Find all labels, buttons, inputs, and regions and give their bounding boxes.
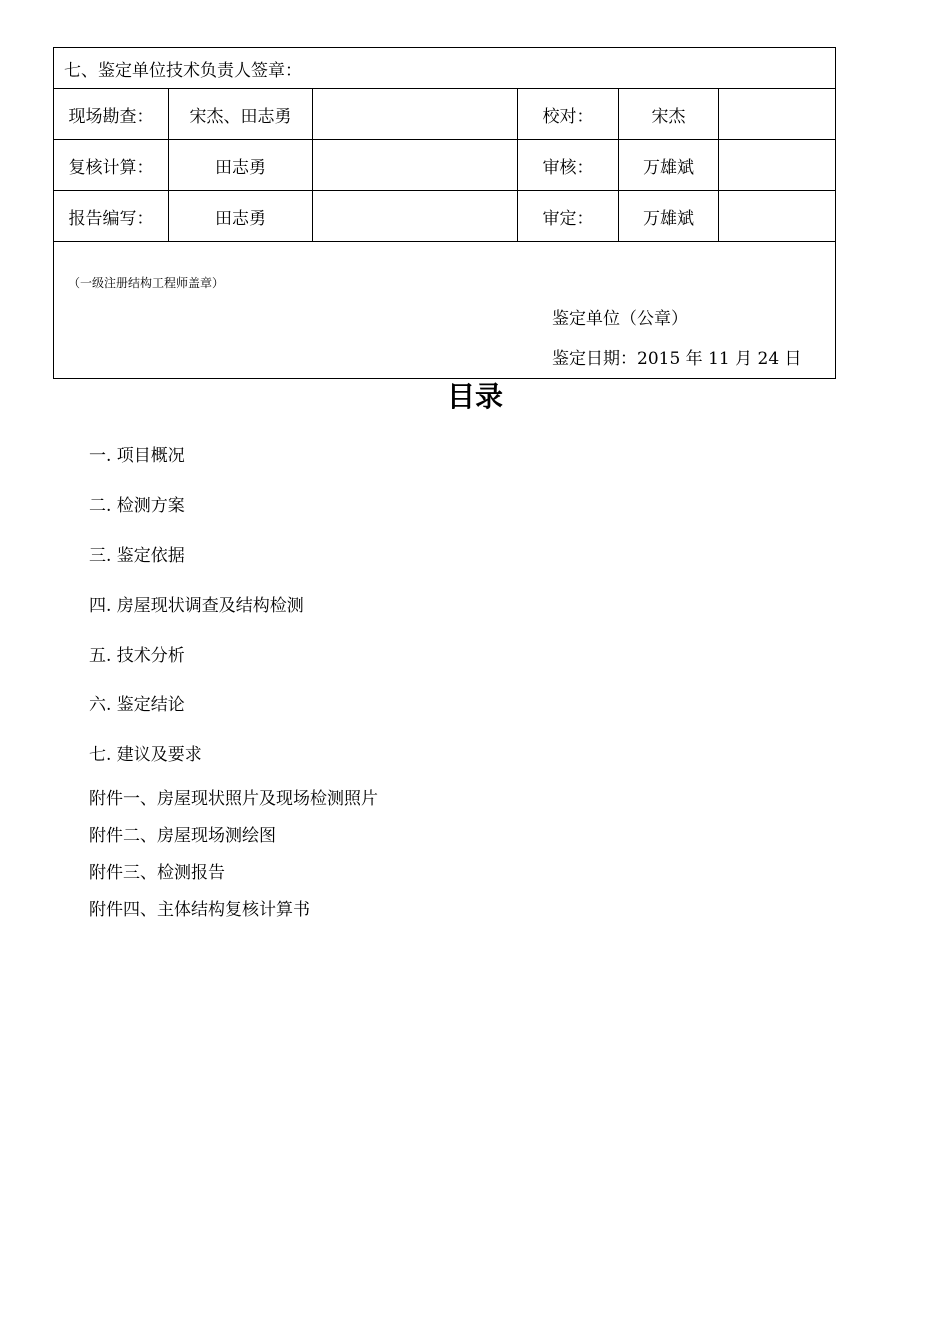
- role-label: 报告编写：: [54, 191, 169, 242]
- person-name: 宋杰: [619, 89, 719, 140]
- person-name: 万雄斌: [619, 191, 719, 242]
- toc-item[interactable]: 三. 鉴定依据: [89, 546, 185, 566]
- toc-item[interactable]: 二. 检测方案: [89, 496, 185, 516]
- signature-header: 七、鉴定单位技术负责人签章：: [54, 48, 836, 89]
- seal-area: [54, 242, 836, 379]
- toc-item[interactable]: 附件四、主体结构复核计算书: [89, 900, 310, 920]
- role-label: 审核：: [518, 140, 619, 191]
- toc-item[interactable]: 附件二、房屋现场测绘图: [89, 826, 276, 846]
- engineer-seal-note: （一级注册结构工程师盖章）: [68, 276, 225, 290]
- toc-item[interactable]: 一. 项目概况: [89, 446, 185, 466]
- table-row: [54, 191, 836, 242]
- person-name: 宋杰、田志勇: [169, 89, 313, 140]
- signature-cell: [719, 89, 836, 140]
- signature-cell: [719, 191, 836, 242]
- toc-item[interactable]: 五. 技术分析: [89, 646, 185, 666]
- person-name: 田志勇: [169, 191, 313, 242]
- toc-item[interactable]: 六. 鉴定结论: [89, 695, 185, 715]
- signature-cell: [313, 140, 518, 191]
- role-label: 复核计算：: [54, 140, 169, 191]
- table-row: [54, 89, 836, 140]
- signature-cell: [313, 191, 518, 242]
- toc-item[interactable]: 四. 房屋现状调查及结构检测: [89, 596, 304, 616]
- toc-item[interactable]: 附件三、检测报告: [89, 863, 225, 883]
- toc-item[interactable]: 七. 建议及要求: [89, 745, 202, 765]
- role-label: 校对：: [518, 89, 619, 140]
- toc-item[interactable]: 附件一、房屋现状照片及现场检测照片: [89, 789, 378, 809]
- person-name: 田志勇: [169, 140, 313, 191]
- role-label: 现场勘查：: [54, 89, 169, 140]
- signature-cell: [719, 140, 836, 191]
- role-label: 审定：: [518, 191, 619, 242]
- unit-seal-label: 鉴定单位（公章）: [552, 309, 688, 329]
- appraisal-date: 鉴定日期：2015 年 11 月 24 日: [552, 349, 802, 369]
- signature-table: [53, 47, 836, 379]
- table-row: [54, 140, 836, 191]
- signature-cell: [313, 89, 518, 140]
- person-name: 万雄斌: [619, 140, 719, 191]
- toc-title: 目录: [446, 380, 503, 413]
